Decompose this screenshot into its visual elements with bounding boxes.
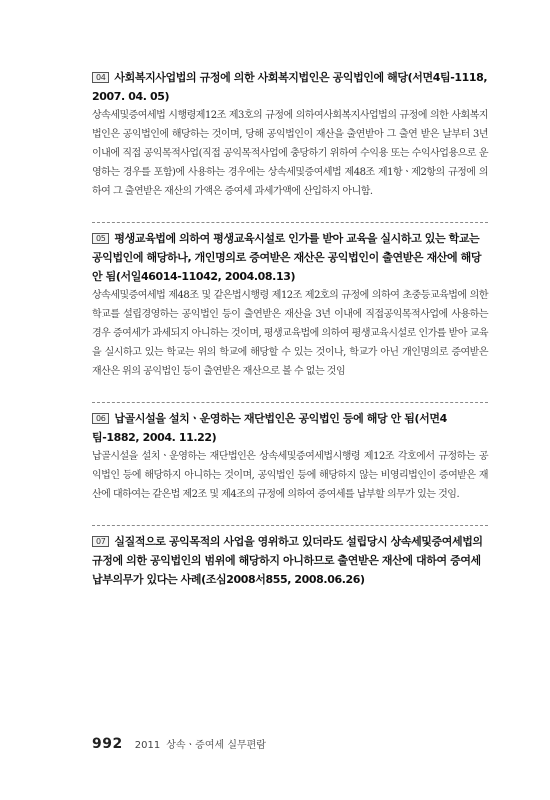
section-number-badge: 05 bbox=[92, 233, 109, 244]
section-number-badge: 07 bbox=[92, 536, 109, 547]
page-number: 992 bbox=[92, 736, 123, 752]
section-heading bbox=[92, 68, 488, 106]
ruling-section-06 bbox=[92, 402, 488, 504]
book-title: 상속ㆍ증여세 실무편람 bbox=[166, 740, 266, 751]
section-heading bbox=[92, 229, 488, 286]
section-heading-text: 평생교육법에 의하여 평생교육시설로 인가를 받아 교육을 실시하고 있는 학교는 공익법인에 해당하나, 개인명의로 증여받은 재산은 공익법인이 출연받은 재산에 해당 안 됨(서일46014-11042, 2004.08.13) bbox=[92, 232, 482, 283]
section-heading-text: 납골시설을 설치ㆍ운영하는 재단법인은 공익법인 등에 해당 안 됨(서면4팀-1882, 2004. 11.22) bbox=[92, 412, 447, 444]
ruling-section-05 bbox=[92, 222, 488, 381]
ruling-sections bbox=[92, 68, 488, 610]
section-heading-text: 실질적으로 공익목적의 사업을 영위하고 있더라도 설립당시 상속세및증여세법의 규정에 의한 공익법인의 범위에 해당하지 아니하므로 출연받은 재산에 대하여 증여세 납부의무가 있다는 사례(조심2008서855, 2008.06.26) bbox=[92, 535, 483, 586]
footer-year: 2011 bbox=[134, 740, 161, 751]
page-footer bbox=[92, 736, 266, 756]
section-heading bbox=[92, 409, 488, 447]
section-heading-text: 사회복지사업법의 규정에 의한 사회복지법인은 공익법인에 해당(서면4팀-1118, 2007. 04. 05) bbox=[92, 71, 488, 103]
section-body: 상속세및증여세법 제48조 및 같은법시행령 제12조 제2호의 규정에 의하여 초중등교육법에 의한 학교를 설립경영하는 공익법인 등이 출연받은 재산을 3년 이내에 직접공익목적사업에 사용하는 경우 증여세가 과세되지 아니하는 것이며, 평생교육법에 의하여 평생교육시설로 인가를 받아 교육을 실시하고 있는 학교는 위의 학교에 해당할 수 있는 것이나, 학교가 아닌 개인명의로 증여받은 재산은 위의 공익법인 등이 출연받은 재산으로 볼 수 없는 것임 bbox=[92, 290, 488, 377]
section-body: 상속세및증여세법 시행령제12조 제3호의 규정에 의하여사회복지사업법의 규정에 의한 사회복지법인은 공익법인에 해당하는 것이며, 당해 공익법인이 재산을 출연받아 그 출연 받은 날부터 3년 이내에 직접 공익목적사업(직접 공익목적사업에 충당하기 위하여 수익용 또는 수익사업용으로 운영하는 경우를 포함)에 사용하는 경우에는 상속세및증여세법 제48조 제1항ㆍ제2항의 규정에 의하여 그 출연받은 재산의 가액은 증여세 과세가액에 산입하지 아니함. bbox=[92, 110, 488, 197]
ruling-section-04 bbox=[92, 68, 488, 201]
section-number-badge: 04 bbox=[92, 72, 109, 83]
section-heading bbox=[92, 532, 488, 589]
section-body: 납골시설을 설치ㆍ운영하는 재단법인은 상속세및증여세법시행령 제12조 각호에서 규정하는 공익법인 등에 해당하지 아니하는 것이며, 공익법인 등에 해당하지 않는 비영리법인이 증여받은 재산에 대하여는 같은법 제2조 및 제4조의 규정에 의하여 증여세를 납부할 의무가 있는 것임. bbox=[92, 451, 488, 500]
section-number-badge: 06 bbox=[92, 413, 109, 424]
ruling-section-07 bbox=[92, 525, 488, 589]
